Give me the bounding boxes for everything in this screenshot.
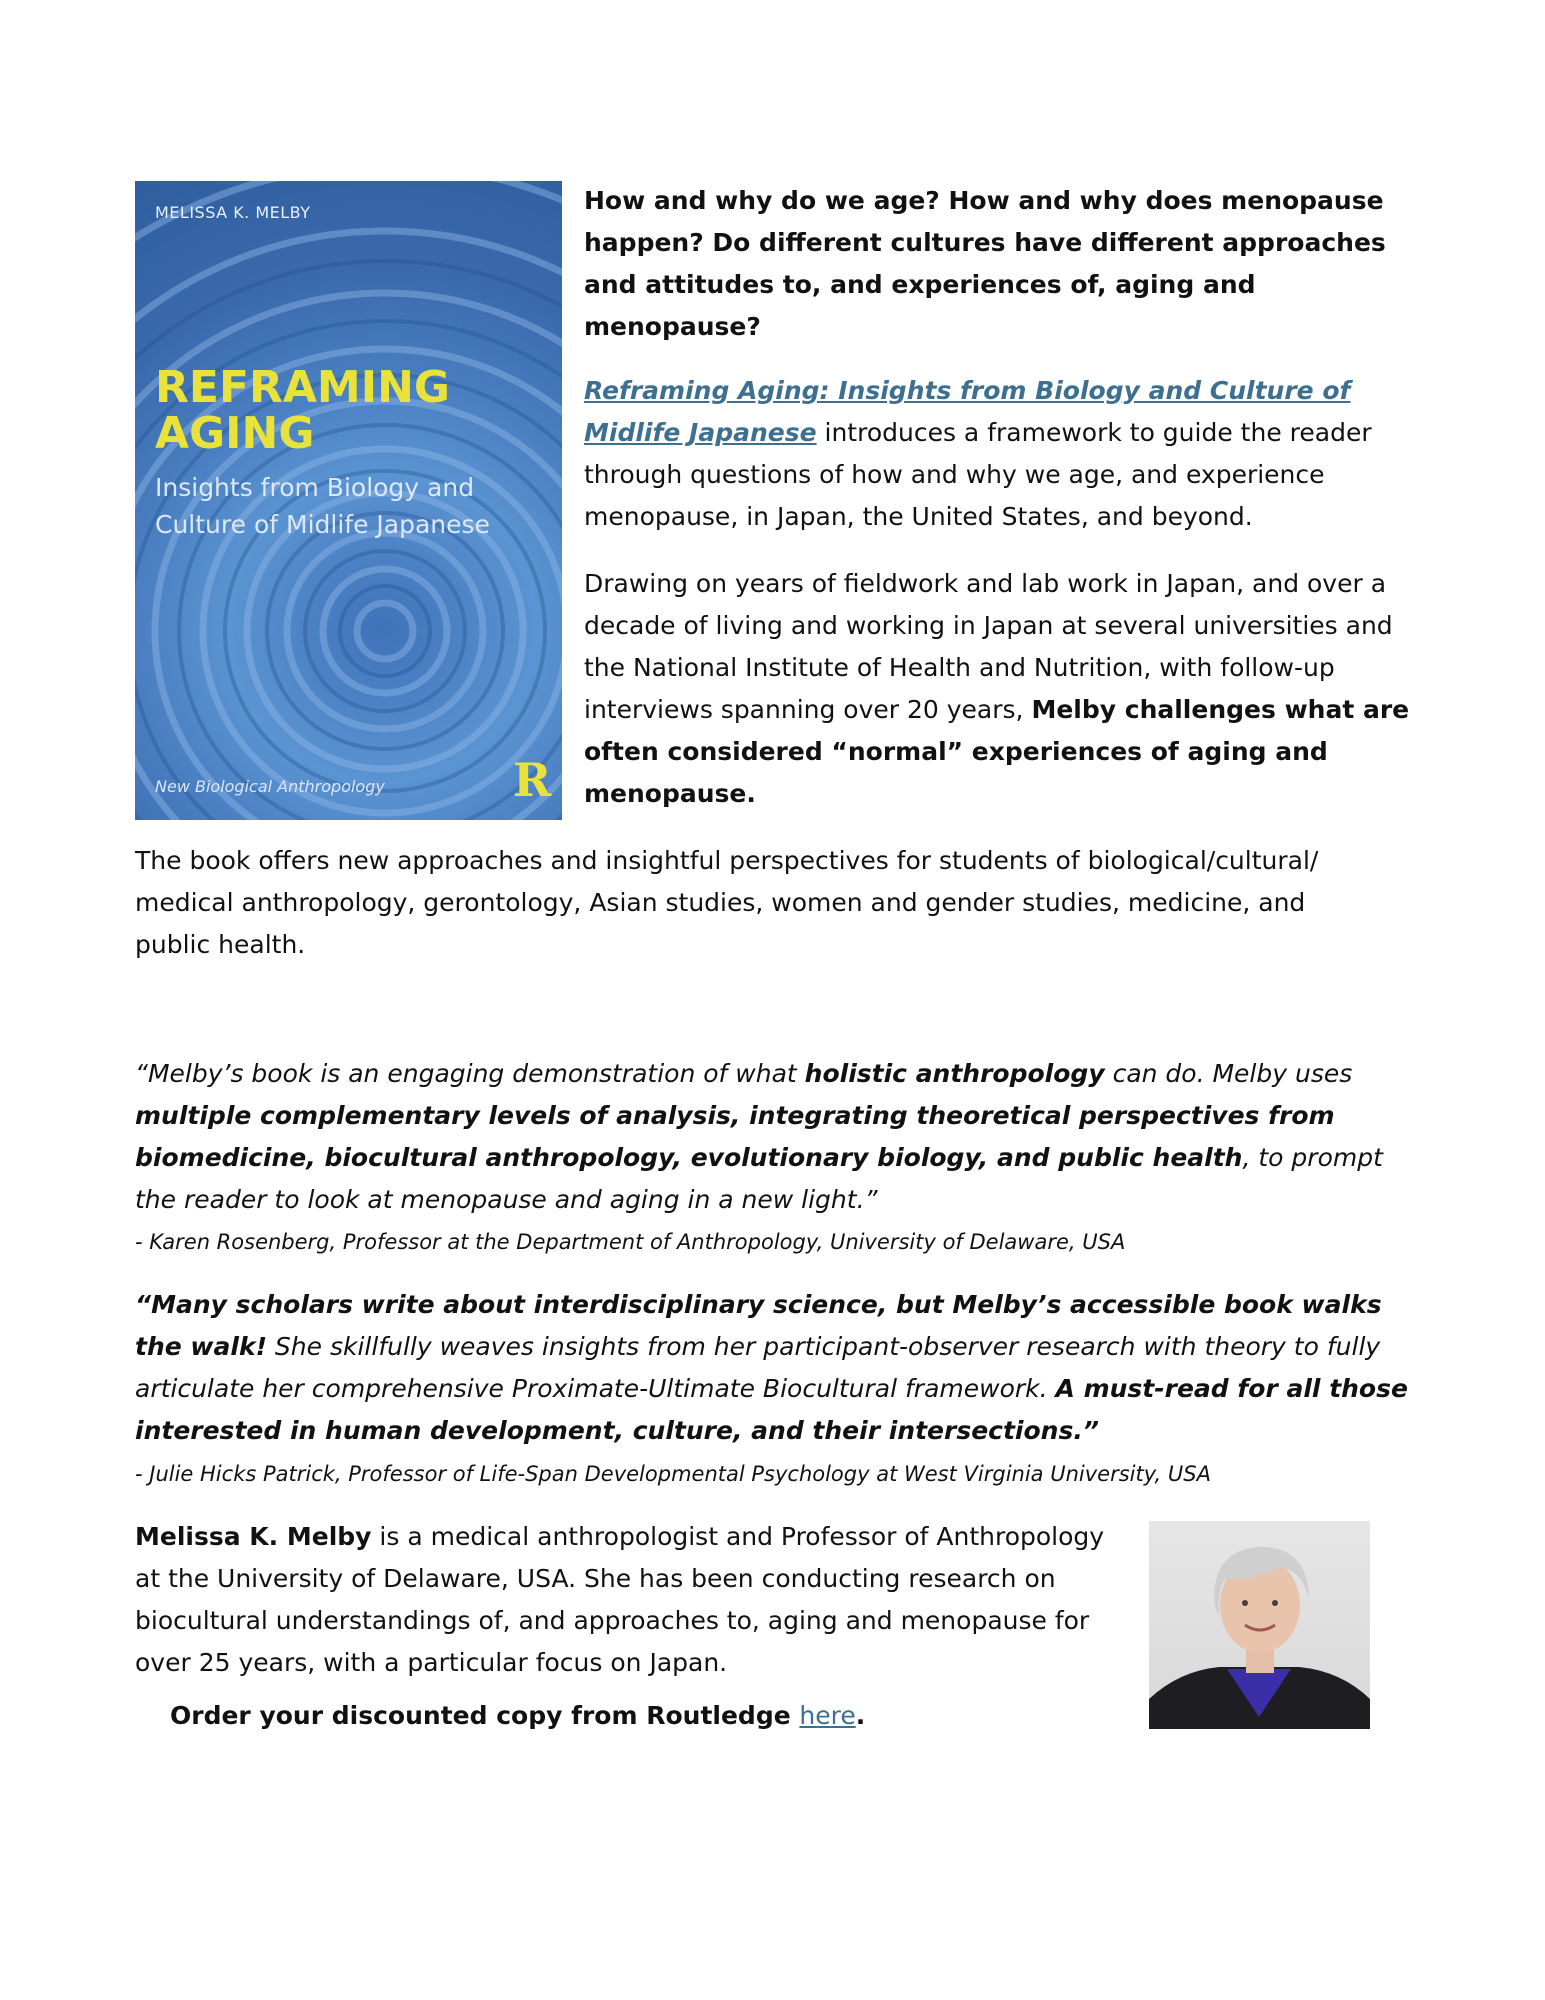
book-description-text: introduces a framework to guide the reader through questions of how and why we age, and experience menopause, in Japan, the United States, and beyond. (584, 418, 1372, 531)
quote2-bold-2: A must-read for all those interested in human development, culture, and their intersections.” (135, 1374, 1408, 1445)
endorsement-quote-2 (135, 1284, 1425, 1452)
cover-title-line-2: AGING (155, 408, 315, 459)
quote1-text-2: can do. Melby uses (1104, 1059, 1353, 1088)
book-title-link[interactable]: Reframing Aging: Insights from Biology and Culture of Midlife Japanese (584, 376, 1351, 447)
book-cover (135, 181, 562, 820)
quote1-attribution: - Karen Rosenberg, Professor at the Department of Anthropology, University of Delaware, USA (135, 1230, 1126, 1254)
intro-question: How and why do we age? How and why does menopause happen? Do different cultures have different approaches and attitudes to, and experiences of, aging and menopause? (584, 186, 1386, 341)
order-line (170, 1695, 865, 1737)
quote2-attribution: - Julie Hicks Patrick, Professor of Life-Span Developmental Psychology at West Virginia University, USA (135, 1462, 1211, 1486)
author-name: Melissa K. Melby (135, 1522, 372, 1551)
cover-title (155, 362, 451, 459)
order-link[interactable]: here (799, 1701, 856, 1730)
quote1-bold-2: multiple complementary levels of analysis, integrating theoretical perspectives from biomedicine, biocultural anthropology, evolutionary biology, and public health (135, 1101, 1335, 1172)
order-end: . (855, 1701, 866, 1730)
quote1-text-3: , to prompt the reader to look at menopause and aging in a new light.” (135, 1143, 1383, 1214)
quote1-bold-1: holistic anthropology (804, 1059, 1105, 1088)
cover-subtitle: Insights from Biology and Culture of Midlife Japanese (155, 473, 490, 539)
audience-paragraph: The book offers new approaches and insightful perspectives for students of biological/cultural/ medical anthropology, gerontology, Asian studies, women and gender studies, medicine, and public health. (135, 846, 1319, 959)
cover-title-line-1: REFRAMING (155, 362, 451, 413)
author-bio-text: is a medical anthropologist and Professor of Anthropology at the University of Delaware, USA. She has been conducting research on biocultural understandings of, and approaches to, aging and menopause for over 25 years, with a particular focus on Japan. (135, 1522, 1105, 1677)
author-portrait-illustration (1149, 1521, 1370, 1729)
fieldwork-text: Drawing on years of fieldwork and lab work in Japan, and over a decade of living and working in Japan at several universities and the National Institute of Health and Nutrition, with follow-up interviews spanning over 20 years, (584, 569, 1393, 724)
order-text: Order your discounted copy from Routledge (170, 1701, 800, 1730)
quote2-bold-1: “Many scholars write about interdisciplinary science, but Melby’s accessible book walks the walk! (135, 1290, 1382, 1361)
author-bio (135, 1516, 1135, 1684)
quote1-text-1: “Melby’s book is an engaging demonstration of what (135, 1059, 805, 1088)
fieldwork-paragraph (584, 563, 1424, 815)
endorsement-quote-1 (135, 1053, 1425, 1221)
book-description (584, 370, 1424, 538)
author-photo (1149, 1521, 1370, 1729)
quote2-text-1: She skillfully weaves insights from her participant-observer research with theory to fully articulate her comprehensive Proximate-Ultimate Biocultural framework. (135, 1332, 1381, 1403)
publisher-logo: R (513, 753, 552, 807)
fieldwork-highlight: Melby challenges what are often considered “normal” experiences of aging and menopause. (584, 695, 1410, 808)
cover-author: MELISSA K. MELBY (155, 203, 311, 222)
cover-series: New Biological Anthropology (155, 777, 385, 796)
